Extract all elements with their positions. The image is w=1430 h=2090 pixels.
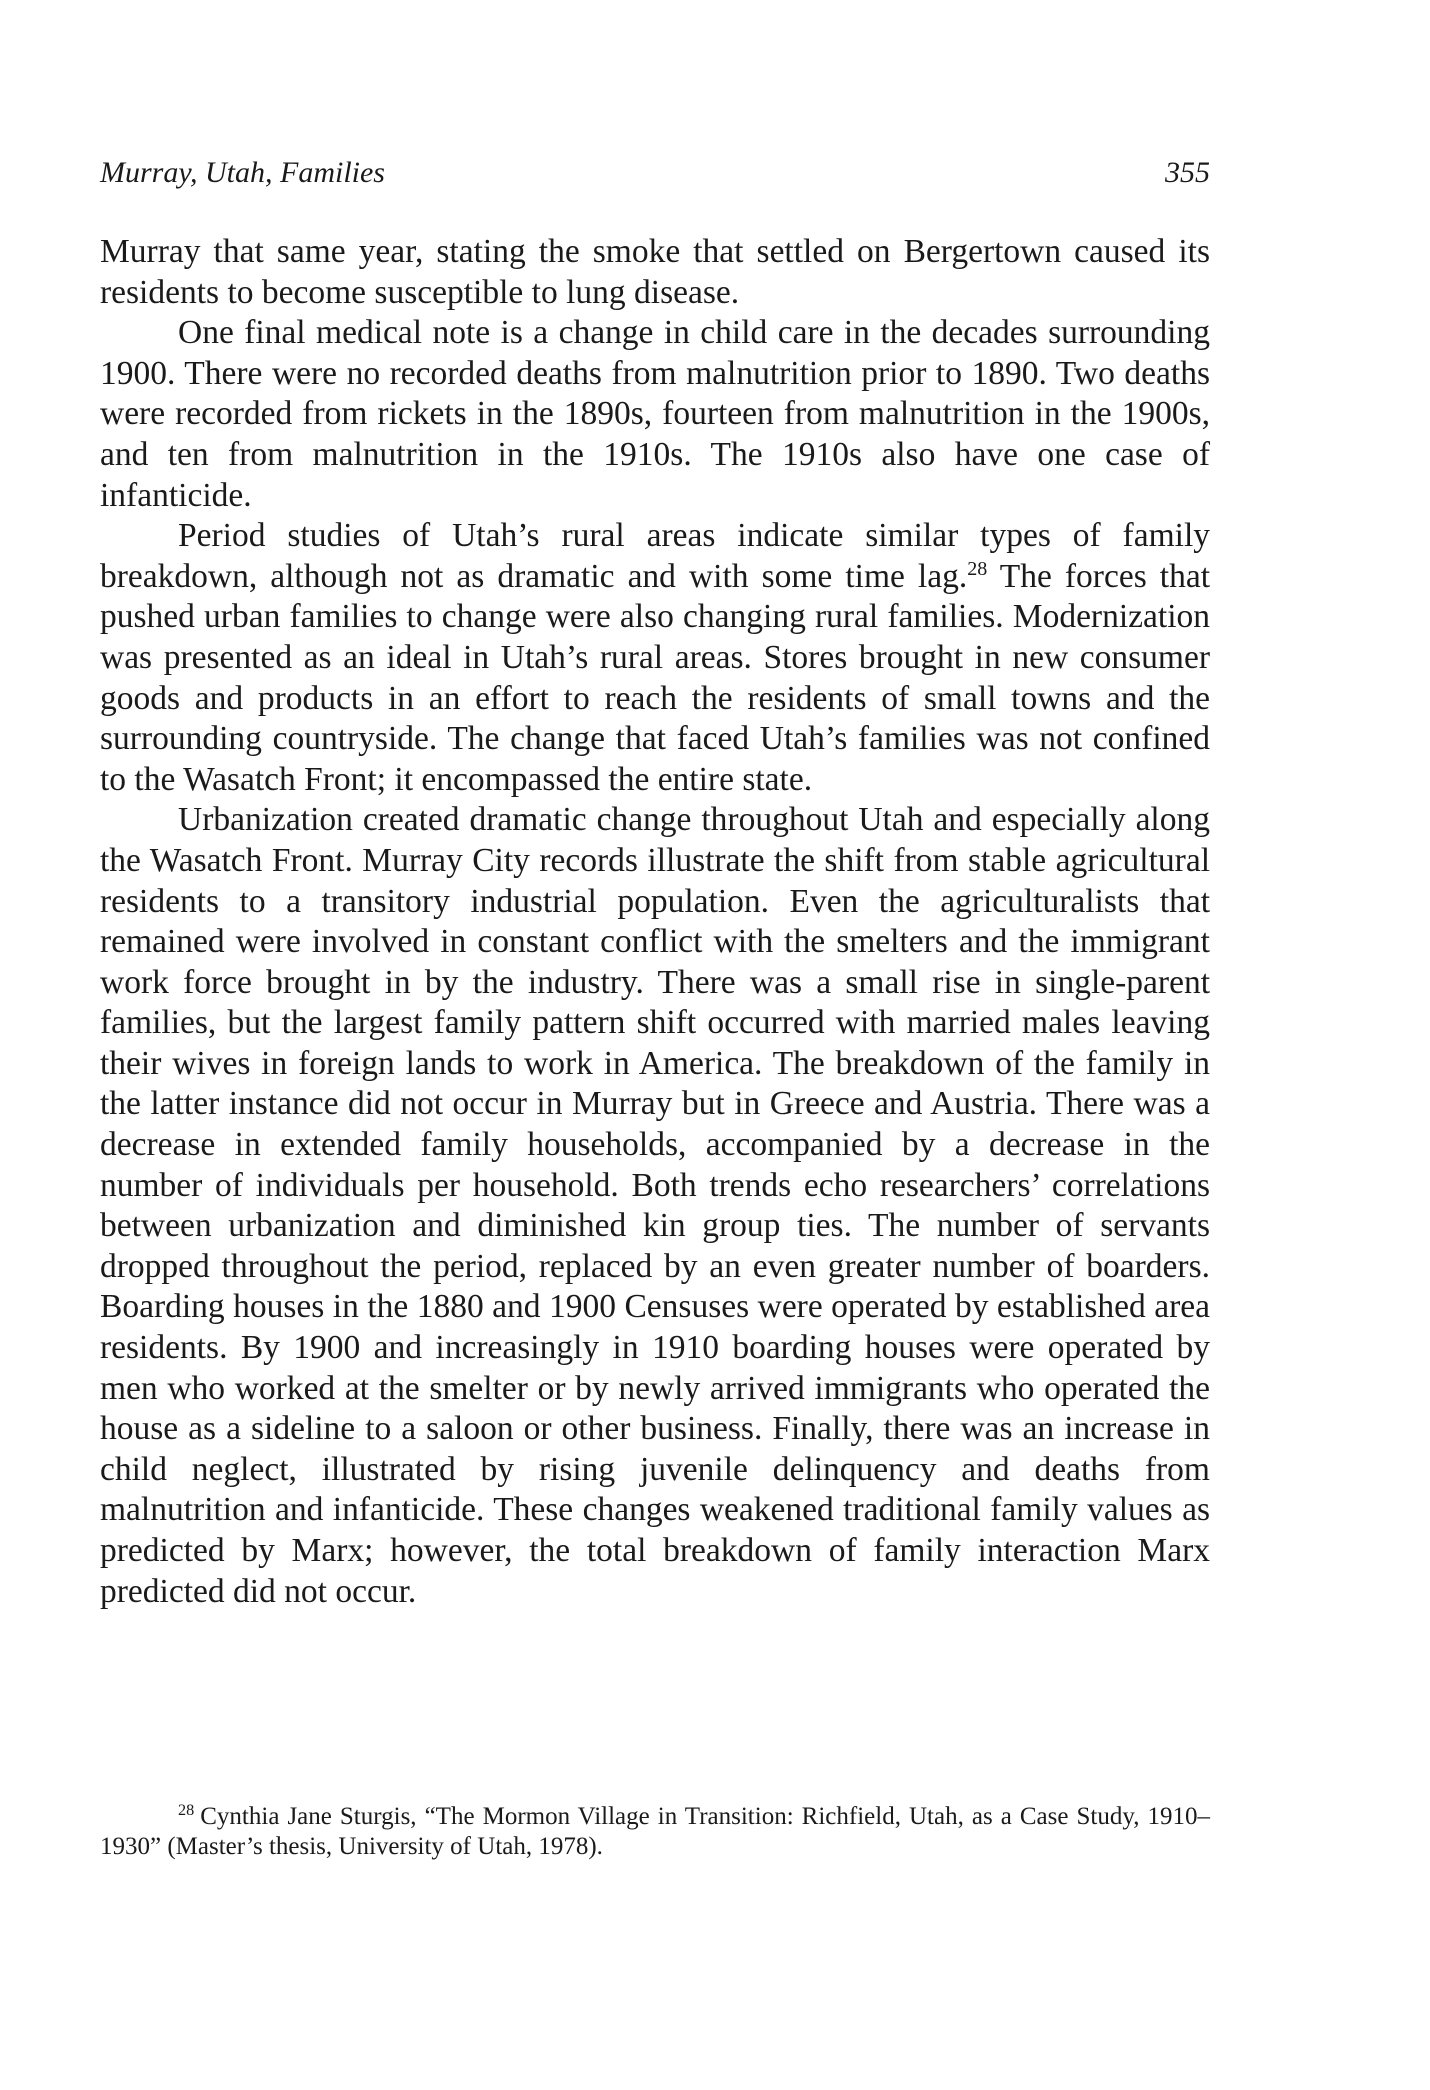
- body-text: [100, 232, 1210, 1612]
- paragraph-1: Murray that same year, stating the smoke that settled on Bergertown caused its residents to become susceptible to lung disease.: [100, 233, 1210, 311]
- page-header: [100, 148, 1210, 198]
- footnote-28: [100, 1802, 1210, 1862]
- footnote-reference-28[interactable]: 28: [967, 557, 988, 580]
- paragraph-3: [100, 516, 1210, 800]
- footnotes: [100, 1802, 1210, 1862]
- footnote-text: Cynthia Jane Sturgis, “The Mormon Village in Transition: Richfield, Utah, as a Case Study, 1910–1930” (Master’s thesis, University of Utah, 1978).: [100, 1803, 1210, 1860]
- paragraph-2: One final medical note is a change in child care in the decades surrounding 1900. There were no recorded deaths from malnutrition prior to 1890. Two deaths were recorded from rickets in the 1890s, fourteen from malnutrition in the 1900s, and ten from malnutrition in the 1910s. The 1910s also have one case of infanticide.: [100, 314, 1210, 514]
- paragraph-3-text-b: The forces that pushed urban families to change were also changing rural families. Modernization was presented as an ideal in Utah’s rural areas. Stores brought in new consumer goods and products in an effort to reach the residents of small towns and the surrounding countryside. The change that faced Utah’s families was not confined to the Wasatch Front; it encompassed the entire state.: [100, 557, 1211, 798]
- footnote-number: 28: [178, 1800, 195, 1819]
- running-title: Murray, Utah, Families: [100, 156, 385, 189]
- paragraph-4: Urbanization created dramatic change throughout Utah and especially along the Wasatch Front. Murray City records illustrate the shift from stable agricultural residents to a transitory industrial population. Even the agriculturalists that remained were involved in constant conflict with the smelters and the immigrant work force brought in by the industry. There was a small rise in single-parent families, but the largest family pattern shift occurred with married males leaving their wives in foreign lands to work in America. The breakdown of the family in the latter instance did not occur in Murray but in Greece and Austria. There was a decrease in extended family households, accompanied by a decrease in the number of individuals per household. Both trends echo researchers’ correlations between urbanization and diminished kin group ties. The number of servants dropped throughout the period, replaced by an even greater number of boarders. Boarding houses in the 1880 and 1900 Censuses were operated by established area residents. By 1900 and increasingly in 1910 boarding houses were operated by men who worked at the smelter or by newly arrived immigrants who operated the house as a sideline to a saloon or other business. Finally, there was an increase in child neglect, illustrated by rising juvenile delinquency and deaths from malnutrition and infanticide. These changes weakened traditional family values as predicted by Marx; however, the total breakdown of family interaction Marx predicted did not occur.: [100, 801, 1210, 1610]
- paragraph-3-text-a: Period studies of Utah’s rural areas indicate similar types of family breakdown, although not as dramatic and with some time lag.: [100, 517, 1210, 595]
- page-number: 355: [1165, 156, 1210, 189]
